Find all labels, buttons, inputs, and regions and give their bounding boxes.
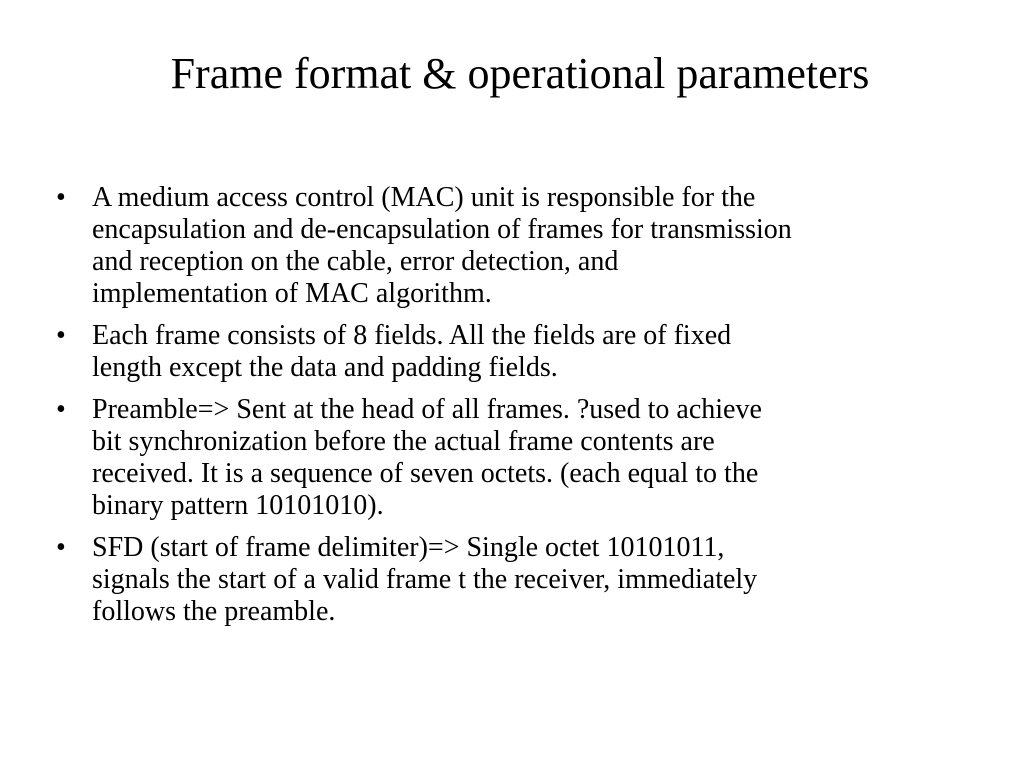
bullet-line: SFD (start of frame delimiter)=> Single octet 10101011, — [92, 532, 725, 563]
bullet-line: and reception on the cable, error detection, and — [92, 246, 619, 277]
bullet-line: Preamble=> Sent at the head of all frames. ?used to achieve — [92, 394, 762, 425]
bullet-line: encapsulation and de-encapsulation of frames for transmission — [92, 214, 792, 245]
bullet-line: implementation of MAC algorithm. — [92, 278, 492, 309]
bullet-item-preamble — [56, 394, 956, 522]
bullet-marker: • — [56, 532, 66, 563]
bullet-line: received. It is a sequence of seven octets. (each equal to the — [92, 458, 759, 489]
bullet-item-frame-fields — [56, 320, 956, 384]
slide-title: Frame format & operational parameters — [170, 49, 870, 98]
bullet-line: binary pattern 10101010). — [92, 490, 384, 521]
bullet-line: A medium access control (MAC) unit is responsible for the — [92, 182, 756, 213]
bullet-list — [56, 182, 956, 638]
bullet-line: length except the data and padding fields. — [92, 352, 558, 383]
bullet-item-sfd — [56, 532, 956, 628]
bullet-marker: • — [56, 182, 66, 213]
bullet-line: bit synchronization before the actual frame contents are — [92, 426, 715, 457]
bullet-marker: • — [56, 320, 66, 351]
bullet-line: signals the start of a valid frame t the receiver, immediately — [92, 564, 758, 595]
bullet-line: follows the preamble. — [92, 596, 336, 627]
bullet-item-mac-unit — [56, 182, 956, 310]
bullet-line: Each frame consists of 8 fields. All the fields are of fixed — [92, 320, 732, 351]
bullet-marker: • — [56, 394, 66, 425]
